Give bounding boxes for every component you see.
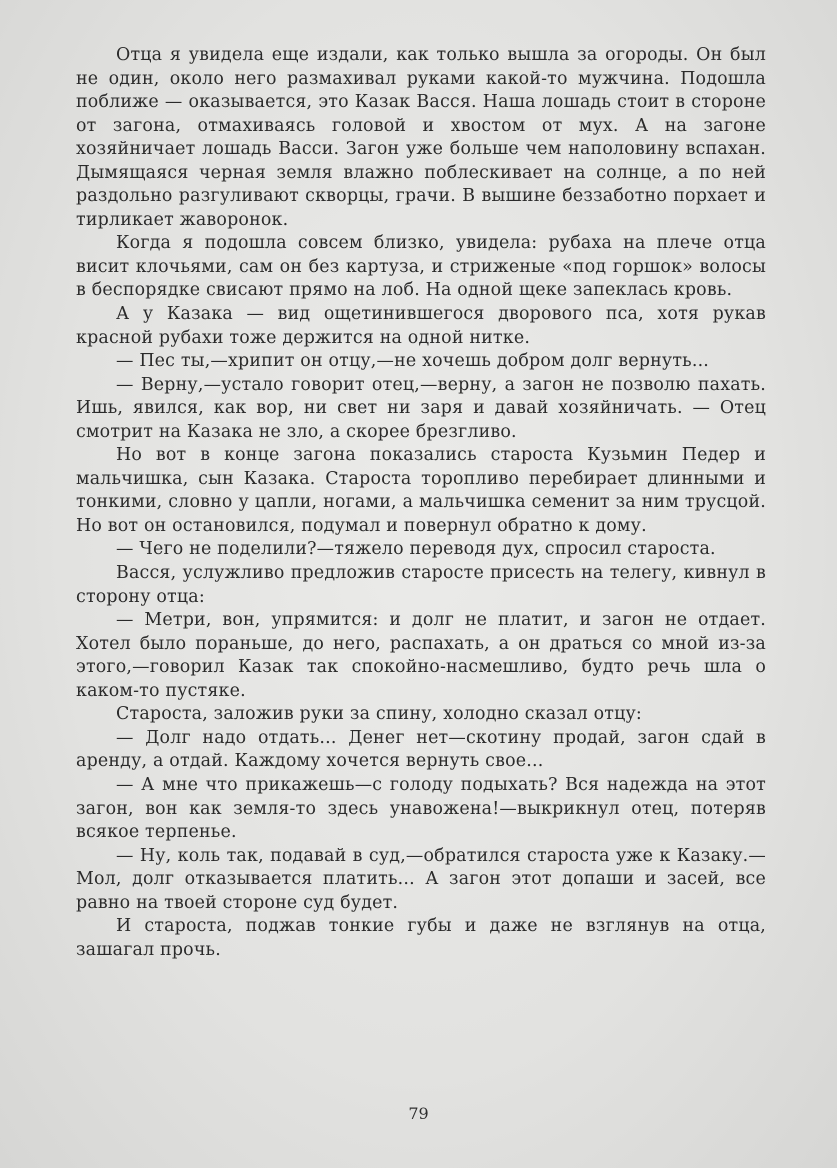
paragraph: — Верну,—устало говорит отец,—верну, а загон не позволю пахать. Ишь, явился, как вор, ни свет ни заря и давай хозяйничать. — Отец смотрит на Казака не зло, а скорее брезгливо. xyxy=(76,374,766,442)
paragraph: Отца я увидела еще издали, как только вышла за огороды. Он был не один, около него размахивал руками какой-то мужчина. Подошла поближе — оказывается, это Казак Васся. Наша лошадь стоит в стороне от загона, отмахиваясь головой и хвостом от мух. А на загоне хозяйничает лошадь Васси. Загон уже больше чем наполовину вспахан. Дымящаяся черная земля влажно поблескивает на солнце, а по ней раздольно разгуливают скворцы, грачи. В вышине беззаботно порхает и тирликает жаворонок. xyxy=(76,45,766,230)
paragraph: И староста, поджав тонкие губы и даже не взглянув на отца, зашагал прочь. xyxy=(76,916,766,960)
body-text xyxy=(76,44,766,962)
paragraph: Васся, услужливо предложив старосте присесть на телегу, кивнул в сторону отца: xyxy=(76,563,766,607)
paragraph: Староста, заложив руки за спину, холодно сказал отцу: xyxy=(116,704,642,725)
paragraph: — Метри, вон, упрямится: и долг не платит, и загон не отдает. Хотел было пораньше, до него, распахать, а он драться со мной из-за этого,—говорил Казак так спокойно-насмешливо, будто речь шла о каком-то пустяке. xyxy=(76,610,766,701)
paragraph: — А мне что прикажешь—с голоду подыхать? Вся надежда на этот загон, вон как земля-то здесь унавожена!—выкрикнул отец, потеряв всякое терпенье. xyxy=(76,774,766,843)
page-number: 79 xyxy=(408,1104,429,1123)
paragraph: Но вот в конце загона показались староста Кузьмин Педер и мальчишка, сын Казака. Староста торопливо перебирает длинными и тонкими, словно у цапли, ногами, а мальчишка семенит за ним трусцой. Но вот он остановился, подумал и повернул обратно к дому. xyxy=(76,445,766,536)
paragraph: А у Казака — вид ощетинившегося дворового пса, хотя рукав красной рубахи тоже держится на одной нитке. xyxy=(76,304,766,348)
paragraph: — Чего не поделили?—тяжело переводя дух, спросил староста. xyxy=(116,539,716,560)
paragraph: — Пес ты,—хрипит он отцу,—не хочешь добром долг вернуть... xyxy=(116,351,710,372)
paragraph: Когда я подошла совсем близко, увидела: рубаха на плече отца висит клочьями, сам он без картуза, и стриженые «под горшок» волосы в беспорядке свисают прямо на лоб. На одной щеке запеклась кровь. xyxy=(76,233,766,301)
paragraph: — Долг надо отдать... Денег нет—скотину продай, загон сдай в аренду, а отдай. Каждому хочется вернуть свое... xyxy=(76,727,766,772)
paragraph: — Ну, коль так, подавай в суд,—обратился староста уже к Казаку.—Мол, долг отказывается платить... А загон этот допаши и засей, все равно на твоей стороне суд будет. xyxy=(76,845,766,913)
